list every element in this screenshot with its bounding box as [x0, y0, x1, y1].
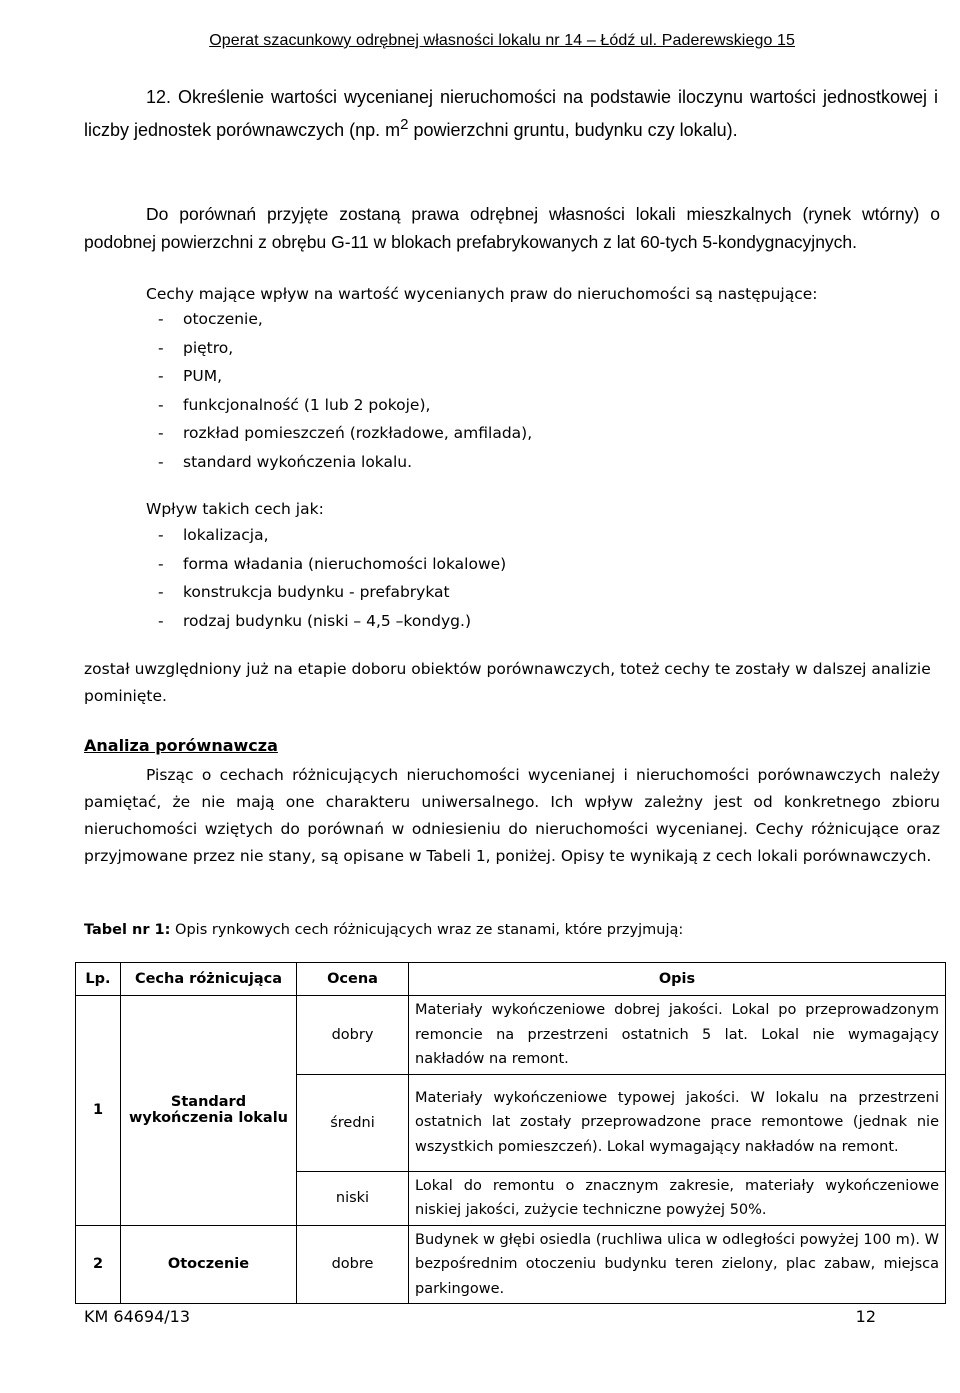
- list-item: - PUM,: [158, 367, 222, 386]
- grade: dobre: [297, 1225, 409, 1304]
- section-number: 12.: [146, 87, 172, 107]
- feature-name: Otoczenie: [121, 1225, 297, 1304]
- influence-list: [158, 523, 506, 637]
- list-item: - rodzaj budynku (niski – 4,5 –kondyg.): [158, 611, 471, 630]
- section-text-after: powierzchni gruntu, budynku czy lokalu).: [408, 120, 738, 140]
- influence-intro: Wpływ takich cech jak:: [146, 500, 324, 518]
- grade-description: Budynek w głębi osiedla (ruchliwa ulica w odległości powyżej 100 m). W bezpośrednim otoczeniu budynku teren zielony, plac zabaw, miejsca parkingowe.: [409, 1225, 946, 1304]
- paragraph-comparison-scope: Do porównań przyjęte zostaną prawa odrębnej własności lokali mieszkalnych (rynek wtórny) o podobnej powierzchni z obrębu G-11 w blokach prefabrykowanych z lat 60-tych 5-kondygnacyjnych.: [84, 204, 940, 252]
- paragraph-considered: został uwzględniony już na etapie doboru obiektów porównawczych, toteż cechy te zostały w dalszej analizie pominięte.: [84, 660, 931, 705]
- list-item: - otoczenie,: [158, 310, 263, 328]
- feature-name: Standard wykończenia lokalu: [121, 996, 297, 1226]
- list-item: - rozkład pomieszczeń (rozkładowe, amfilada),: [158, 424, 533, 443]
- footer-reference: KM 64694/13: [84, 1307, 191, 1326]
- list-item: - standard wykończenia lokalu.: [158, 452, 413, 471]
- features-table: [75, 962, 946, 1304]
- paragraph-analysis: Pisząc o cechach różnicujących nieruchomości wycenianej i nieruchomości porównawczych należy pamiętać, że nie mają one charakteru uniwersalnego. Ich wpływ zależny jest od konkretnego zbioru nieruchomości wziętych do porównań w odniesieniu do nieruchomości wycenianej. Cechy różnicujące oraz przyjmowane przez nie stany, są opisane w Tabeli 1, poniżej. Opisy te wynikają z cech lokali porównawczych.: [84, 766, 940, 865]
- section-superscript: 2: [400, 116, 409, 133]
- list-item: - funkcjonalność (1 lub 2 pokoje),: [158, 395, 431, 414]
- table-caption-text: Opis rynkowych cech różnicujących wraz ze stanami, które przyjmują:: [170, 922, 684, 938]
- grade: średni: [297, 1074, 409, 1171]
- table-row: [76, 996, 946, 1075]
- table-header-row: [76, 963, 946, 996]
- page-number: 12: [855, 1307, 876, 1326]
- grade-description: Materiały wykończeniowe dobrej jakości. Lokal po przeprowadzonym remoncie na przestrzeni ostatnich 5 lat. Lokal nie wymagający nakładów na remont.: [409, 996, 946, 1075]
- header-feature: Cecha różnicująca: [121, 963, 297, 996]
- document-header: Operat szacunkowy odrębnej własności lokalu nr 14 – Łódź ul. Paderewskiego 15: [209, 32, 795, 49]
- analysis-heading: Analiza porównawcza: [84, 736, 278, 755]
- features-intro: Cechy mające wpływ na wartość wycenianych praw do nieruchomości są następujące:: [146, 285, 818, 303]
- features-list: [158, 307, 532, 479]
- list-item: - konstrukcja budynku - prefabrykat: [158, 583, 450, 602]
- table-caption: [84, 918, 683, 942]
- header-desc: Opis: [409, 963, 946, 996]
- grade: dobry: [297, 996, 409, 1075]
- section-heading: [84, 84, 938, 144]
- header-lp: Lp.: [76, 963, 121, 996]
- table-caption-label: Tabel nr 1:: [84, 922, 171, 938]
- grade: niski: [297, 1171, 409, 1225]
- section-text-before: Określenie wartości wycenianej nieruchomości na podstawie iloczynu wartości jednostkowej i liczby jednostek porównawczych (np. m: [84, 87, 938, 140]
- grade-description: Materiały wykończeniowe typowej jakości. W lokalu na przestrzeni ostatnich lat zostały przeprowadzone prace remontowe (jednak nie wszystkich pomieszczeń). Lokal wymagający nakładów na remont.: [409, 1074, 946, 1171]
- list-item: - piętro,: [158, 338, 234, 357]
- list-item: - forma władania (nieruchomości lokalowe): [158, 554, 507, 573]
- header-grade: Ocena: [297, 963, 409, 996]
- row-number: 1: [76, 996, 121, 1226]
- row-number: 2: [76, 1225, 121, 1304]
- table-row: [76, 1225, 946, 1304]
- grade-description: Lokal do remontu o znacznym zakresie, materiały wykończeniowe niskiej jakości, zużycie techniczne powyżej 50%.: [409, 1171, 946, 1225]
- list-item: - lokalizacja,: [158, 526, 269, 544]
